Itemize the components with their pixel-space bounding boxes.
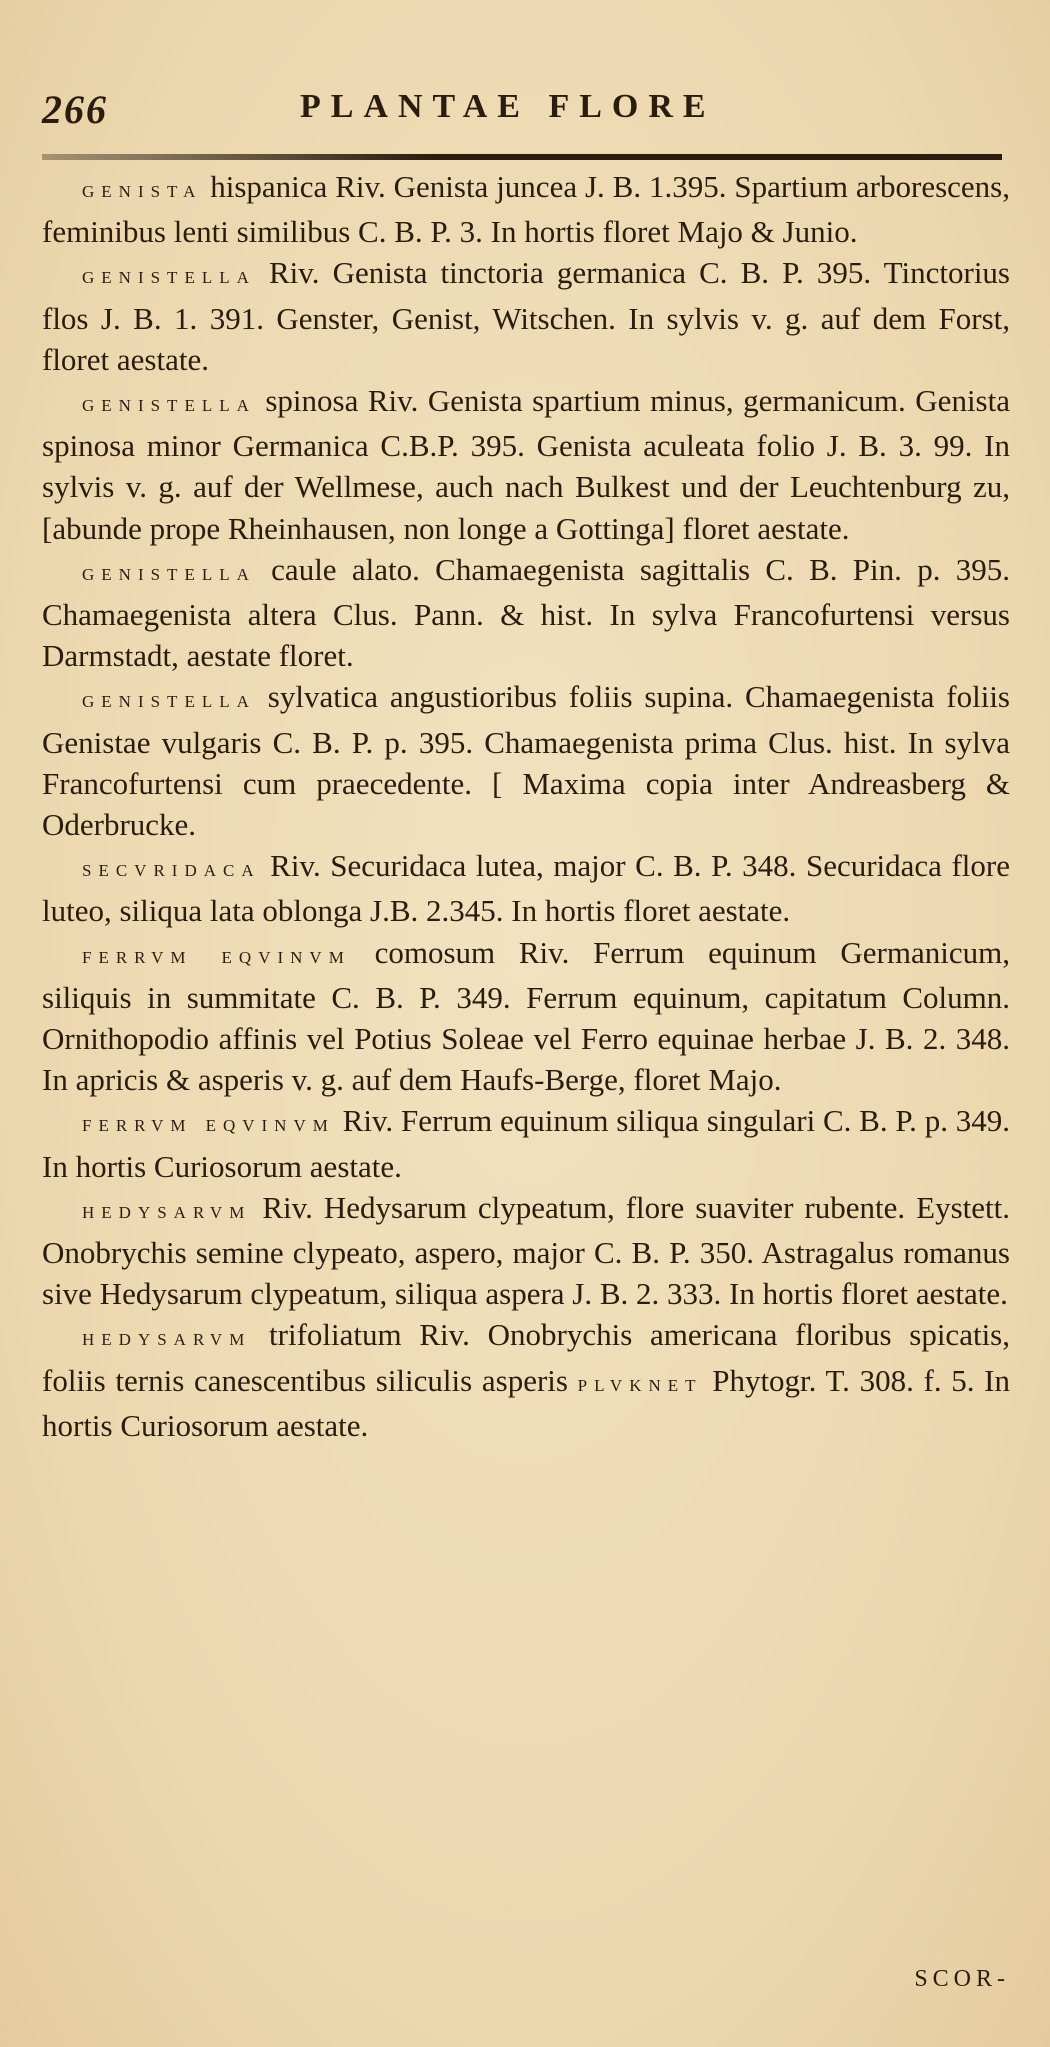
entry-genista-hispanica	[42, 166, 1010, 252]
entry-hedysarum-trifoliatum	[42, 1314, 1010, 1446]
entry-text: Phytogr. T. 308. f. 5. In hortis Curiosorum aestate.	[42, 1362, 1010, 1443]
entry-text: hispanica Riv. Genista juncea J. B. 1.395. Spartium arborescens, feminibus lenti similibus C. B. P. 3. In hortis floret Majo & Junio.	[42, 169, 1010, 250]
header-rule	[42, 154, 1002, 160]
genus-name: genistella	[82, 391, 256, 418]
entry-genistella-sylvatica	[42, 676, 1010, 845]
genus-name: hedysarvm	[82, 1325, 252, 1352]
author-name: plvknet	[577, 1370, 703, 1397]
entry-securidaca	[42, 845, 1010, 931]
entry-text: Riv. Hedysarum clypeatum, flore suaviter rubente. Eystett. Onobrychis semine clypeato, aspero, major C. B. P. 350. Astragalus romanus sive Hedysarum clypeatum, siliqua aspera J. B. 2. 333. In hortis floret aestate.	[42, 1189, 1010, 1312]
genus-name: ferrvm eqvinvm	[82, 1111, 335, 1138]
entry-text: spinosa Riv. Genista spartium minus, germanicum. Genista spinosa minor Germanica C.B.P. 395. Genista aculeata folio J. B. 3. 99. In sylvis v. g. auf der Wellmese, auch nach Bulkest und der Leuchtenburg zu, [abunde prope Rheinhausen, non longe a Gottinga] floret aestate.	[42, 383, 1010, 546]
entry-genistella-spinosa	[42, 380, 1010, 549]
page-number: 266	[42, 87, 108, 132]
entry-genistella-caule-alato	[42, 549, 1010, 677]
text-block	[42, 166, 1010, 1446]
entry-text: sylvatica angustioribus foliis supina. Chamaegenista foliis Genistae vulgaris C. B. P. p. 395. Chamaegenista prima Clus. hist. In sylva Francofurtensi cum praecedente. [ Maxima copia inter Andreasberg & Oderbrucke.	[42, 679, 1010, 843]
entry-genistella	[42, 252, 1010, 380]
genus-name: genistella	[82, 263, 256, 290]
entry-text: caule alato. Chamaegenista sagittalis C. B. Pin. p. 395. Chamaegenista altera Clus. Pann. & hist. In sylva Francofurtensi versus Darmstadt, aestate floret.	[42, 551, 1010, 674]
genus-name: genista	[82, 177, 203, 203]
entry-text: trifoliatum Riv. Onobrychis americana floribus spicatis, foliis ternis canescentibus siliculis asperis	[42, 1317, 1010, 1398]
running-head: PLANTAE FLORE	[300, 88, 716, 125]
entry-text: Riv. Ferrum equinum siliqua singulari C. B. P. p. 349. In hortis Curiosorum aestate.	[42, 1103, 1010, 1184]
entry-ferrum-equinum-comosum	[42, 932, 1010, 1101]
genus-name: ferrvm eqvinvm	[82, 942, 351, 969]
catchword: SCOR-	[914, 1966, 1010, 1992]
entry-hedysarum	[42, 1187, 1010, 1315]
entry-text: Riv. Genista tinctoria germanica C. B. P. 395. Tinctorius flos J. B. 1. 391. Genster, Genist, Witschen. In sylvis v. g. auf dem Forst, floret aestate.	[42, 255, 1010, 377]
entry-ferrum-equinum	[42, 1100, 1010, 1186]
entry-text: comosum Riv. Ferrum equinum Germanicum, siliquis in summitate C. B. P. 349. Ferrum equinum, capitatum Column. Ornithopodio affinis vel Potius Soleae vel Ferro equinae herbae J. B. 2. 348. In apricis & asperis v. g. auf dem Haufs-Berge, floret Majo.	[42, 934, 1010, 1098]
genus-name: genistella	[82, 687, 256, 714]
genus-name: secvridaca	[82, 856, 261, 883]
page-header	[42, 86, 1002, 134]
genus-name: genistella	[82, 559, 256, 586]
entry-text: Riv. Securidaca lutea, major C. B. P. 348. Securidaca flore luteo, siliqua lata oblonga J.B. 2.345. In hortis floret aestate.	[42, 848, 1010, 929]
genus-name: hedysarvm	[82, 1197, 252, 1224]
